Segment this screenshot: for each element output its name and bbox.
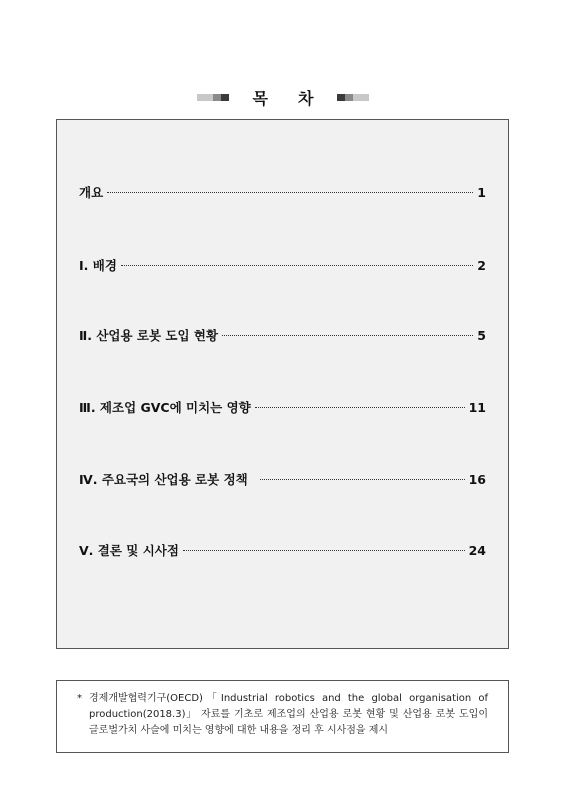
title-char-1: 목 bbox=[252, 88, 268, 108]
toc-entry-label: Ⅳ. 주요국의 산업용 로봇 정책 bbox=[79, 472, 248, 487]
toc-entry-country-policies[interactable] bbox=[79, 471, 486, 489]
toc-page-number: 2 bbox=[477, 258, 486, 273]
toc-page-number: 11 bbox=[468, 400, 486, 415]
title-char-2: 차 bbox=[298, 88, 314, 108]
toc-page-number: 1 bbox=[477, 185, 486, 200]
toc-entry-gvc-impact[interactable] bbox=[79, 399, 486, 417]
footnote-asterisk: * bbox=[77, 693, 82, 704]
footnote-box bbox=[56, 680, 509, 753]
toc-entry-overview[interactable] bbox=[79, 184, 486, 202]
toc-entry-label: 개요 bbox=[79, 185, 104, 200]
toc-page-number: 16 bbox=[468, 472, 486, 487]
footnote-text: 경제개발협력기구(OECD)「Industrial robotics and the global organisation of production(2018.3)」 자료를 기초로 제조업의 산업용 로봇 현황 및 산업용 로봇 도입이 글로벌가치 사슬에 미치는 영향에 대한 내용을 정리 후 시사점을 제시 bbox=[89, 693, 488, 736]
toc-entry-label: Ⅱ. 산업용 로봇 도입 현황 bbox=[79, 328, 219, 343]
toc-entry-label: Ⅰ. 배경 bbox=[79, 258, 117, 273]
toc-dot-leader bbox=[255, 407, 465, 408]
toc-entry-robot-adoption[interactable] bbox=[79, 327, 486, 345]
toc-dot-leader bbox=[222, 335, 473, 336]
page-title bbox=[253, 86, 314, 109]
table-of-contents bbox=[56, 119, 509, 649]
title-decoration-right bbox=[337, 93, 369, 101]
toc-dot-leader bbox=[260, 479, 465, 480]
title-decoration-left bbox=[197, 93, 229, 101]
toc-dot-leader bbox=[107, 192, 473, 193]
toc-entry-label: Ⅴ. 결론 및 시사점 bbox=[79, 543, 179, 558]
toc-entry-label: Ⅲ. 제조업 GVC에 미치는 영향 bbox=[79, 400, 251, 415]
toc-page-number: 24 bbox=[468, 543, 486, 558]
toc-page-number: 5 bbox=[477, 328, 486, 343]
toc-heading bbox=[0, 86, 566, 108]
toc-entry-conclusion[interactable] bbox=[79, 542, 486, 560]
toc-dot-leader bbox=[121, 265, 473, 266]
toc-entry-background[interactable] bbox=[79, 257, 486, 275]
toc-dot-leader bbox=[183, 550, 465, 551]
